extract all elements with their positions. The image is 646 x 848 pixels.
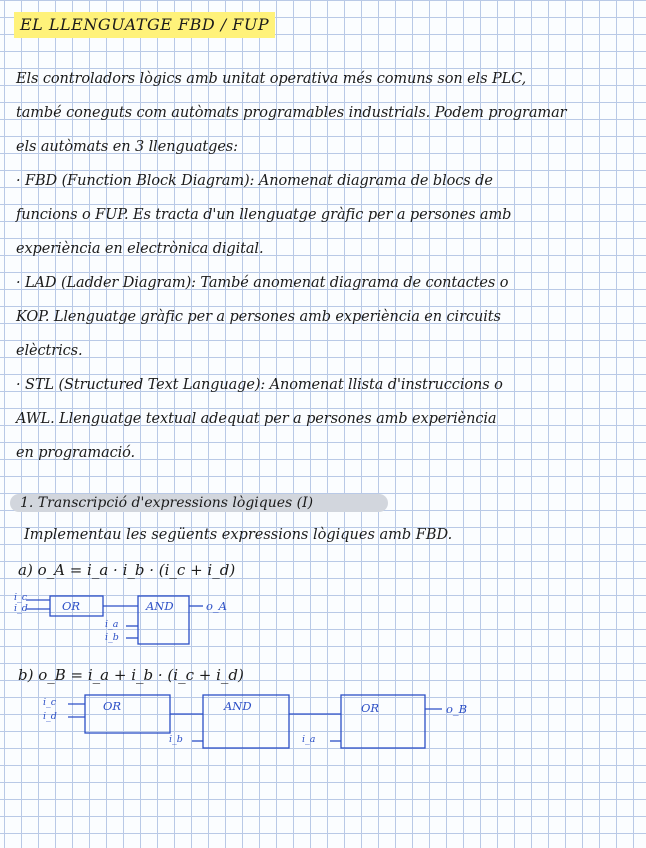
- input-label-ib-b: i_b: [169, 734, 183, 745]
- input-label-ia-b: i_a: [302, 734, 316, 745]
- expression-a: a) o_A = i_a · i_b · (i_c + i_d): [18, 561, 236, 579]
- output-label-b: o_B: [446, 702, 468, 716]
- paragraph-line: elèctrics.: [16, 343, 83, 359]
- input-label-id-a: i_d: [14, 603, 28, 614]
- input-label-ia-a: i_a: [105, 619, 119, 630]
- bullet-fbd: · FBD (Function Block Diagram): Anomenat diagrama de blocs de: [16, 173, 493, 189]
- or-block-label-b1: OR: [103, 699, 122, 713]
- paragraph-line: AWL. Llenguatge textual adequat per a persones amb experiència: [16, 411, 497, 427]
- output-label-a: o_A: [206, 599, 227, 613]
- paragraph-line: en programació.: [16, 445, 136, 461]
- fbd-diagram-b: [68, 695, 442, 748]
- paragraph-line: funcions o FUP. Es tracta d'un llenguatge gràfic per a persones amb: [16, 207, 512, 223]
- paragraph-line: els autòmats en 3 llenguatges:: [16, 139, 238, 155]
- paragraph-line: KOP. Llenguatge gràfic per a persones amb experiència en circuits: [16, 309, 501, 325]
- input-label-ib-a: i_b: [105, 632, 119, 643]
- section-title: 1. Transcripció d'expressions lògiques (I): [10, 494, 388, 512]
- bullet-stl: · STL (Structured Text Language): Anomenat llista d'instruccions o: [16, 377, 503, 393]
- paragraph-line: també coneguts com autòmats programables industrials. Podem programar: [16, 105, 567, 121]
- instruction-text: Implementau les següents expressions lògiques amb FBD.: [24, 527, 453, 543]
- input-label-ic-b: i_c: [43, 697, 57, 708]
- or-block-label-b2: OR: [361, 701, 380, 715]
- or-block-b1: [85, 695, 170, 733]
- and-block-label-a: AND: [146, 599, 174, 613]
- or-block-b2: [341, 695, 425, 748]
- paragraph-line: Els controladors lògics amb unitat operativa més comuns son els PLC,: [16, 71, 527, 87]
- expression-b: b) o_B = i_a + i_b · (i_c + i_d): [18, 666, 244, 684]
- paragraph-line: experiència en electrònica digital.: [16, 241, 264, 257]
- page-title: EL LLENGUATGE FBD / FUP: [14, 12, 275, 38]
- bullet-lad: · LAD (Ladder Diagram): També anomenat diagrama de contactes o: [16, 275, 509, 291]
- or-block-label-a: OR: [62, 599, 81, 613]
- input-label-ic-a: i_c: [14, 592, 28, 603]
- input-label-id-b: i_d: [43, 711, 57, 722]
- and-block-label-b: AND: [224, 699, 252, 713]
